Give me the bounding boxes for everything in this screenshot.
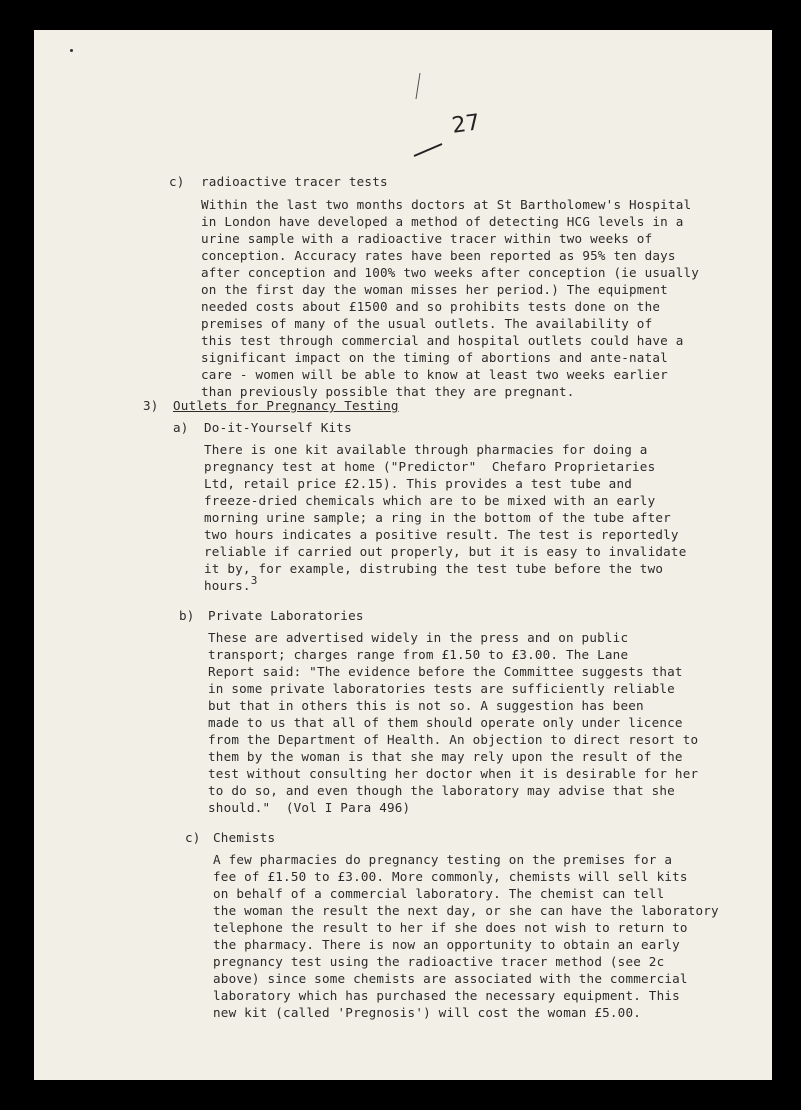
section-a-title: Do-it-Yourself Kits [204, 420, 352, 435]
radio-line: urine sample with a radioactive tracer within two weeks of [201, 231, 653, 246]
chemists-line: the pharmacy. There is now an opportunity to obtain an early [213, 937, 680, 952]
labs-line: should." (Vol I Para 496) [208, 800, 411, 815]
radio-line: in London have developed a method of detecting HCG levels in a [201, 214, 684, 229]
labs-line: These are advertised widely in the press and on public [208, 630, 629, 645]
diy-line: pregnancy test at home ("Predictor" Chefaro Proprietaries [204, 459, 656, 474]
labs-line: to do so, and even though the laboratory may advise that she [208, 783, 675, 798]
radio-line: care - women will be able to know at least two weeks earlier [201, 367, 668, 382]
footnote-marker: 3 [250, 574, 258, 587]
diy-line: Ltd, retail price £2.15). This provides a test tube and [204, 476, 633, 491]
diy-line: it by, for example, distrubing the test tube before the two [204, 561, 664, 576]
radio-line: needed costs about £1500 and so prohibits tests done on the [201, 299, 661, 314]
section-a-label: a) [173, 420, 189, 435]
radio-line: this test through commercial and hospital outlets could have a [201, 333, 684, 348]
diy-line: freeze-dried chemicals which are to be mixed with an early [204, 493, 656, 508]
section-b-label: b) [179, 608, 195, 623]
section-c-radio-label: c) [169, 174, 185, 189]
radio-line: than previously possible that they are pregnant. [201, 384, 575, 399]
diy-line: two hours indicates a positive result. The test is reportedly [204, 527, 679, 542]
diy-line: morning urine sample; a ring in the bottom of the tube after [204, 510, 671, 525]
section-c-chem-label: c) [185, 830, 201, 845]
margin-dot [70, 49, 73, 52]
page-number: 27 [450, 110, 482, 139]
chemists-line: telephone the result to her if she does not wish to return to [213, 920, 688, 935]
radio-line: premises of many of the usual outlets. The availability of [201, 316, 653, 331]
document-page [34, 30, 772, 1080]
radio-line: after conception and 100% two weeks after conception (ie usually [201, 265, 700, 280]
pen-mark-slash [413, 72, 423, 100]
chemists-line: fee of £1.50 to £3.00. More commonly, chemists will sell kits [213, 869, 688, 884]
diy-line: reliable if carried out properly, but it is easy to invalidate [204, 544, 687, 559]
radio-line: Within the last two months doctors at St Bartholomew's Hospital [201, 197, 692, 212]
chemists-line: A few pharmacies do pregnancy testing on the premises for a [213, 852, 673, 867]
labs-line: test without consulting her doctor when it is desirable for her [208, 766, 699, 781]
radio-line: significant impact on the timing of abortions and ante-natal [201, 350, 668, 365]
diy-line-text: hours. [204, 578, 251, 593]
section-3-label: 3) [143, 398, 159, 413]
radio-line: conception. Accuracy rates have been reported as 95% ten days [201, 248, 676, 263]
labs-line: in some private laboratories tests are sufficiently reliable [208, 681, 675, 696]
chemists-line: above) since some chemists are associated with the commercial [213, 971, 688, 986]
page-number-dash-mark [412, 140, 452, 158]
chemists-line: on behalf of a commercial laboratory. The chemist can tell [213, 886, 665, 901]
labs-line: Report said: "The evidence before the Committee suggests that [208, 664, 683, 679]
labs-line: made to us that all of them should operate only under licence [208, 715, 683, 730]
chemists-line: the woman the result the next day, or she can have the laboratory [213, 903, 719, 918]
section-3-heading: Outlets for Pregnancy Testing [173, 398, 399, 413]
chemists-line: pregnancy test using the radioactive tracer method (see 2c [213, 954, 665, 969]
radio-line: on the first day the woman misses her period.) The equipment [201, 282, 668, 297]
labs-line: transport; charges range from £1.50 to £3.00. The Lane [208, 647, 629, 662]
chemists-line: laboratory which has purchased the necessary equipment. This [213, 988, 680, 1003]
chemists-line: new kit (called 'Pregnosis') will cost the woman £5.00. [213, 1005, 642, 1020]
section-c-radio-title: radioactive tracer tests [201, 174, 388, 189]
section-c-chem-title: Chemists [213, 830, 276, 845]
labs-line: but that in others this is not so. A suggestion has been [208, 698, 644, 713]
labs-line: them by the woman is that she may rely upon the result of the [208, 749, 683, 764]
diy-line: There is one kit available through pharmacies for doing a [204, 442, 648, 457]
diy-line-last [204, 574, 258, 593]
section-b-title: Private Laboratories [208, 608, 364, 623]
labs-line: from the Department of Health. An objection to direct resort to [208, 732, 699, 747]
